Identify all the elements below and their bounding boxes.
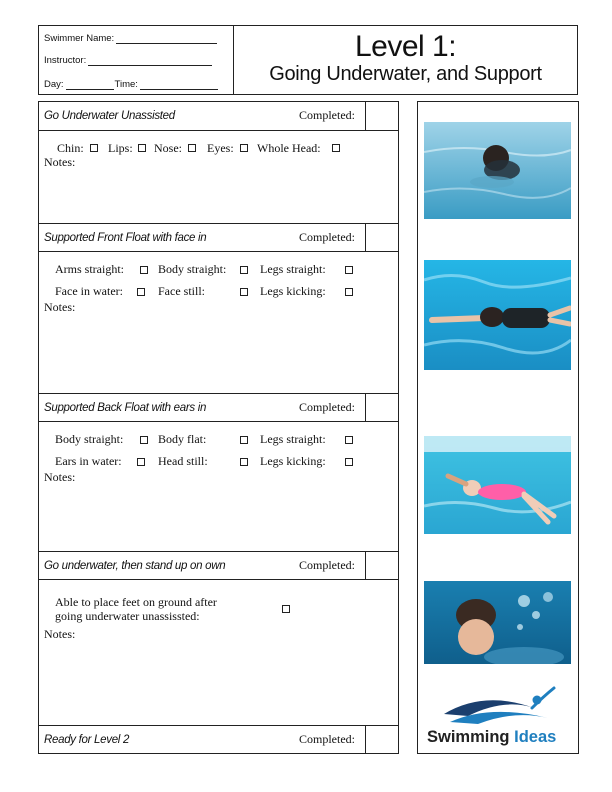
item-face-in-water: Face in water: [55, 284, 123, 298]
item-head-still: Head still: [158, 454, 208, 468]
item-stand-line1: Able to place feet on ground after [55, 595, 217, 609]
notes-label: Notes: [44, 627, 76, 641]
swimmer-name-line[interactable] [116, 35, 217, 44]
checkbox-whole-head[interactable] [332, 144, 340, 152]
logo-wave-icon [424, 684, 574, 728]
notes-label: Notes: [44, 155, 76, 169]
checkbox-body-straight[interactable] [140, 436, 148, 444]
checkbox-stand-up[interactable] [282, 605, 290, 613]
completed-label: Completed: [299, 230, 355, 244]
time-label: Time: [114, 79, 138, 90]
section-title: Supported Front Float with face in [44, 232, 207, 244]
logo-word-swimming: Swimming [427, 728, 510, 746]
section-title: Supported Back Float with ears in [44, 402, 207, 414]
day-time-field[interactable] [44, 79, 218, 90]
item-body-flat: Body flat: [158, 432, 207, 446]
completed-label: Completed: [299, 108, 355, 122]
section-title: Ready for Level 2 [44, 734, 130, 746]
item-whole-head: Whole Head: [257, 141, 321, 155]
day-line[interactable] [66, 81, 114, 90]
section-header-underwater [39, 102, 398, 131]
item-face-still: Face still: [158, 284, 205, 298]
checkbox-arms-straight[interactable] [140, 266, 148, 274]
swimmer-name-field[interactable] [44, 33, 217, 44]
instructor-label: Instructor: [44, 55, 87, 66]
logo-word-ideas: Ideas [514, 728, 557, 746]
item-body-straight: Body straight: [55, 432, 124, 446]
section-header-front-float [39, 223, 398, 252]
time-line[interactable] [140, 81, 218, 90]
item-legs-straight: Legs straight: [260, 432, 326, 446]
item-legs-straight: Legs straight: [260, 262, 326, 276]
completed-box[interactable] [365, 551, 399, 580]
completed-box[interactable] [365, 393, 399, 422]
completed-label: Completed: [299, 558, 355, 572]
completed-label: Completed: [299, 732, 355, 746]
checkbox-lips[interactable] [138, 144, 146, 152]
checkbox-body-straight[interactable] [240, 266, 248, 274]
photo-column [417, 101, 579, 754]
notes-label: Notes: [44, 470, 76, 484]
item-legs-kicking: Legs kicking: [260, 284, 326, 298]
checkbox-legs-straight[interactable] [345, 266, 353, 274]
photo-stand-up [424, 581, 571, 664]
photo-back-float [424, 436, 571, 534]
checkbox-body-flat[interactable] [240, 436, 248, 444]
logo-text [427, 728, 556, 747]
item-body-straight: Body straight: [158, 262, 227, 276]
swimmer-info-box [38, 25, 234, 95]
completed-label: Completed: [299, 400, 355, 414]
completed-box[interactable] [365, 223, 399, 252]
checkbox-eyes[interactable] [240, 144, 248, 152]
checkbox-legs-straight[interactable] [345, 436, 353, 444]
item-stand-line2: going underwater unassissted: [55, 609, 200, 623]
item-legs-kicking: Legs kicking: [260, 454, 326, 468]
section-header-ready-level-2 [39, 725, 398, 754]
instructor-field[interactable] [44, 55, 212, 66]
checkbox-nose[interactable] [188, 144, 196, 152]
completed-box[interactable] [365, 101, 399, 130]
checklist-panel [38, 101, 399, 754]
checkbox-face-still[interactable] [240, 288, 248, 296]
item-ears-in-water: Ears in water: [55, 454, 122, 468]
photo-child-underwater [424, 122, 571, 219]
section-header-stand-up [39, 551, 398, 580]
checkbox-legs-kicking[interactable] [345, 288, 353, 296]
item-lips: Lips: [108, 141, 133, 155]
instructor-line[interactable] [88, 57, 212, 66]
completed-box[interactable] [365, 725, 399, 754]
checkbox-chin[interactable] [90, 144, 98, 152]
swimming-ideas-logo [424, 684, 574, 752]
checkbox-legs-kicking[interactable] [345, 458, 353, 466]
item-arms-straight: Arms straight: [55, 262, 124, 276]
photo-front-float [424, 260, 571, 370]
item-nose: Nose: [154, 141, 182, 155]
title-box [233, 25, 578, 95]
item-eyes: Eyes: [207, 141, 234, 155]
page-subtitle: Going Underwater, and Support [269, 63, 542, 85]
section-title: Go underwater, then stand up on own [44, 560, 226, 572]
page-title: Level 1: [354, 30, 457, 63]
checkbox-ears-in-water[interactable] [137, 458, 145, 466]
item-chin: Chin: [57, 141, 84, 155]
section-header-back-float [39, 393, 398, 422]
checkbox-head-still[interactable] [240, 458, 248, 466]
day-label: Day: [44, 79, 64, 90]
swimmer-name-label: Swimmer Name: [44, 33, 115, 44]
checkbox-face-in-water[interactable] [137, 288, 145, 296]
section-title: Go Underwater Unassisted [44, 110, 175, 122]
notes-label: Notes: [44, 300, 76, 314]
